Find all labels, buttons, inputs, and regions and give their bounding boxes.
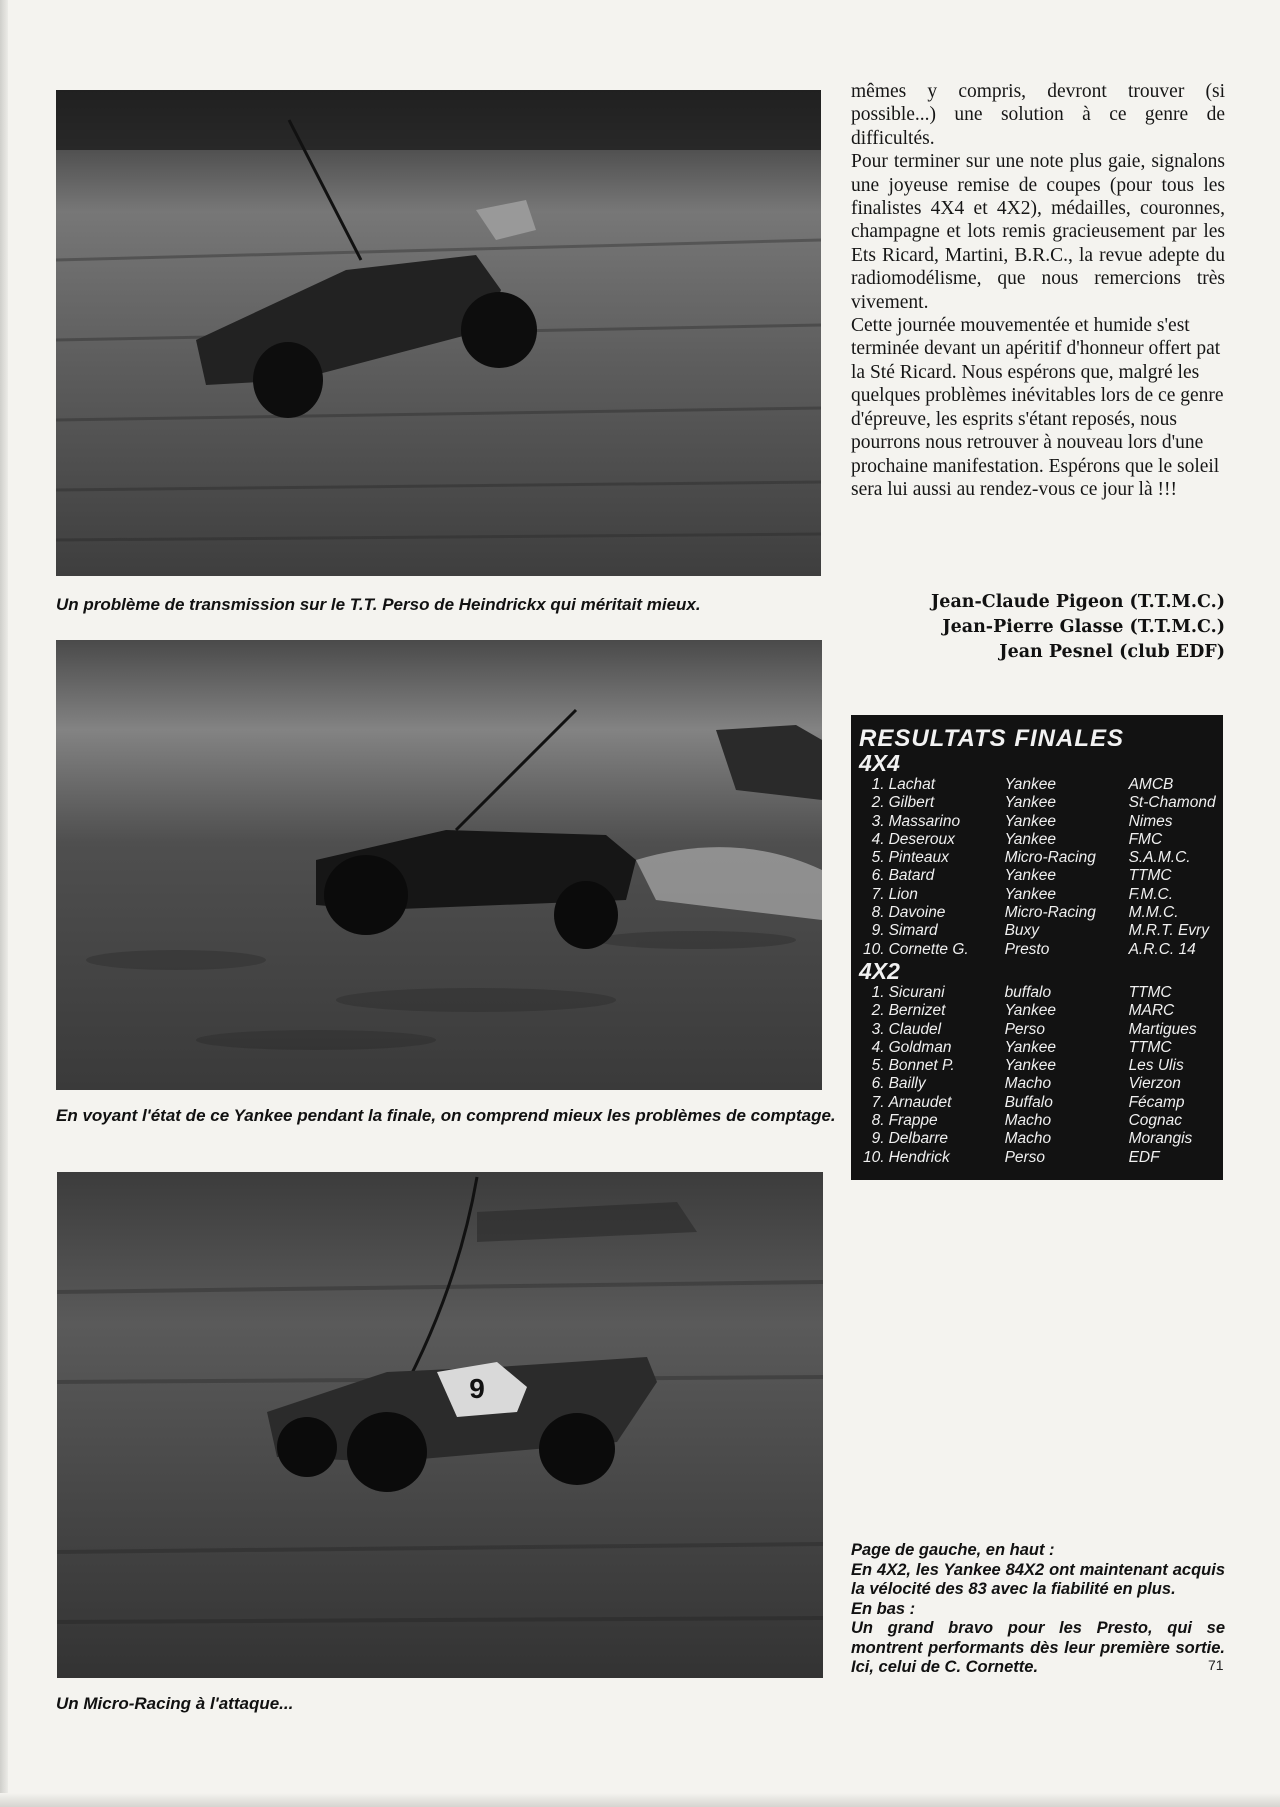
result-car: Yankee: [1004, 1038, 1056, 1056]
author: Jean Pesnel (club EDF): [999, 642, 1225, 662]
result-position: 5.: [871, 1057, 885, 1075]
result-position: 4.: [871, 830, 885, 848]
result-car: Buxy: [1004, 922, 1040, 940]
result-row: [863, 1057, 1197, 1075]
result-row: [863, 1094, 1197, 1112]
result-row: [863, 867, 1216, 885]
result-position: 9.: [871, 1130, 885, 1148]
results-group-label: 4X2: [859, 957, 900, 984]
result-club: Morangis: [1128, 1130, 1193, 1148]
result-car: Macho: [1004, 1112, 1052, 1130]
result-car: Yankee: [1004, 812, 1056, 830]
results-table-4x2: [863, 984, 1197, 1167]
result-car: Yankee: [1004, 830, 1056, 848]
result-driver: Lachat: [888, 776, 936, 793]
result-row: [863, 941, 1216, 959]
result-club: TTMC: [1128, 1038, 1172, 1056]
result-driver: Bailly: [888, 1075, 926, 1093]
result-club: EDF: [1128, 1148, 1160, 1166]
result-club: St-Chamond: [1128, 794, 1216, 812]
result-driver: Frappe: [888, 1112, 938, 1130]
article-body: [851, 80, 1225, 501]
result-row: [863, 1002, 1197, 1020]
result-driver: Lion: [888, 885, 918, 903]
result-row: [863, 831, 1216, 849]
page-binding-edge: [0, 0, 8, 1807]
result-row: [863, 1149, 1197, 1167]
result-club: Vierzon: [1128, 1075, 1181, 1093]
result-row: [863, 922, 1216, 940]
result-row: [863, 886, 1216, 904]
result-row: [863, 776, 1216, 794]
result-position: 5.: [871, 849, 885, 867]
result-row: [863, 849, 1216, 867]
result-position: 10.: [863, 1148, 885, 1166]
result-car: Yankee: [1004, 794, 1056, 812]
result-driver: Arnaudet: [888, 1093, 952, 1111]
result-club: S.A.M.C.: [1128, 849, 1191, 867]
result-club: TTMC: [1128, 983, 1172, 1001]
result-car: Yankee: [1004, 1057, 1056, 1075]
result-row: [863, 1039, 1197, 1057]
result-club: M.M.C.: [1128, 904, 1179, 922]
results-group-label: 4X4: [859, 750, 900, 776]
result-car: Perso: [1004, 1020, 1046, 1038]
result-club: Martigues: [1128, 1020, 1197, 1038]
side-caption: [851, 1541, 1225, 1678]
result-driver: Goldman: [888, 1038, 952, 1056]
result-driver: Massarino: [888, 812, 961, 830]
photo-caption-3: Un Micro-Racing à l'attaque...: [56, 1694, 294, 1713]
result-position: 8.: [871, 1112, 885, 1130]
result-driver: Pinteaux: [888, 849, 949, 867]
photo-muddy-yankee: [56, 640, 822, 1090]
result-position: 6.: [871, 867, 885, 885]
side-caption-line: En 4X2, les Yankee 84X2 ont maintenant acquis la vélocité des 83 avec la fiabilité en plus.: [851, 1560, 1225, 1598]
result-position: 4.: [871, 1038, 885, 1056]
result-club: Fécamp: [1128, 1093, 1185, 1111]
photo-micro-racing: [57, 1172, 823, 1678]
result-car: Buffalo: [1004, 1093, 1053, 1111]
result-driver: Deseroux: [888, 830, 955, 848]
result-row: [863, 794, 1216, 812]
result-club: AMCB: [1128, 776, 1174, 793]
result-position: 7.: [871, 1093, 885, 1111]
result-car: Micro-Racing: [1004, 849, 1096, 867]
photo-caption-1: Un problème de transmission sur le T.T. Perso de Heindrickx qui méritait mieux.: [56, 595, 701, 614]
author: Jean-Claude Pigeon (T.T.M.C.): [931, 592, 1225, 612]
result-row: [863, 813, 1216, 831]
result-driver: Gilbert: [888, 794, 935, 812]
results-box: [851, 715, 1223, 1180]
side-caption-line: Page de gauche, en haut :: [851, 1541, 1055, 1559]
result-row: [863, 1112, 1197, 1130]
result-car: Perso: [1004, 1148, 1046, 1166]
result-row: [863, 1130, 1197, 1148]
result-club: Nimes: [1128, 812, 1173, 830]
result-driver: Bonnet P.: [888, 1057, 955, 1075]
result-position: 10.: [863, 940, 885, 958]
photo-caption-2: En voyant l'état de ce Yankee pendant la finale, on comprend mieux les problèmes de comptage.: [56, 1106, 836, 1125]
article-authors: [800, 590, 1225, 665]
side-caption-line: Un grand bravo pour les Presto, qui se montrent performants dès leur première sortie. Ici, celui de C. Cornette.: [851, 1619, 1225, 1676]
result-position: 3.: [871, 1020, 885, 1038]
article-paragraph: mêmes y compris, devront trouver (si possible...) une solution à ce genre de difficultés.: [851, 81, 1225, 149]
side-caption-line: En bas :: [851, 1599, 916, 1618]
results-table-4x4: [863, 776, 1216, 959]
result-driver: Davoine: [888, 904, 946, 922]
result-position: 6.: [871, 1075, 885, 1093]
result-club: FMC: [1128, 830, 1163, 848]
article-paragraph: Cette journée mouvementée et humide s'est terminée devant un apéritif d'honneur offert pat la Sté Ricard. Nous espérons que, malgré les quelques problèmes inévitables lors de ce genre d'épreuve, les esprits s'étant reposés, nous pourrons nous retrouver à nouveau lors d'une prochaine manifestation. Espérons que le soleil sera lui aussi au rendez-vous ce jour là !!!: [851, 315, 1224, 500]
result-row: [863, 904, 1216, 922]
page-number: 71: [1208, 1657, 1224, 1673]
result-club: TTMC: [1128, 867, 1172, 885]
result-car: Yankee: [1004, 776, 1056, 793]
result-position: 7.: [871, 885, 885, 903]
result-position: 9.: [871, 922, 885, 940]
result-row: [863, 1021, 1197, 1039]
photo-jumping-buggy: [56, 90, 821, 576]
result-club: A.R.C. 14: [1128, 940, 1196, 958]
result-position: 1.: [871, 983, 885, 1001]
result-car: Yankee: [1004, 867, 1056, 885]
result-driver: Cornette G.: [888, 940, 969, 958]
result-car: Macho: [1004, 1130, 1052, 1148]
result-car: Yankee: [1004, 885, 1056, 903]
result-position: 8.: [871, 904, 885, 922]
result-club: F.M.C.: [1128, 885, 1174, 903]
result-position: 3.: [871, 812, 885, 830]
result-club: Les Ulis: [1128, 1057, 1184, 1075]
result-row: [863, 1075, 1197, 1093]
page-bottom-edge: [0, 1793, 1280, 1807]
car-number: 9: [469, 1373, 485, 1404]
result-driver: Batard: [888, 867, 935, 885]
result-car: Yankee: [1004, 1002, 1056, 1020]
result-position: 2.: [871, 794, 885, 812]
results-title: RESULTATS FINALES: [859, 725, 1124, 752]
result-driver: Delbarre: [888, 1130, 949, 1148]
result-club: MARC: [1128, 1002, 1175, 1020]
result-position: 2.: [871, 1002, 885, 1020]
result-club: M.R.T. Evry: [1128, 922, 1209, 940]
result-club: Cognac: [1128, 1112, 1182, 1130]
result-driver: Simard: [888, 922, 938, 940]
author: Jean-Pierre Glasse (T.T.M.C.): [942, 617, 1225, 637]
result-driver: Bernizet: [888, 1002, 946, 1020]
article-paragraph: Pour terminer sur une note plus gaie, signalons une joyeuse remise de coupes (pour tous les finalistes 4X4 et 4X2), médailles, couronnes, champagne et lots remis gracieusement par les Ets Ricard, Martini, B.R.C., la revue adepte du radiomodélisme, que nous remercions très vivement.: [851, 151, 1225, 313]
result-driver: Hendrick: [888, 1148, 950, 1166]
result-row: [863, 984, 1197, 1002]
result-car: buffalo: [1004, 983, 1052, 1001]
result-car: Micro-Racing: [1004, 904, 1096, 922]
result-car: Presto: [1004, 940, 1050, 958]
result-driver: Sicurani: [888, 983, 945, 1001]
result-position: 1.: [871, 776, 885, 793]
result-driver: Claudel: [888, 1020, 942, 1038]
result-car: Macho: [1004, 1075, 1052, 1093]
